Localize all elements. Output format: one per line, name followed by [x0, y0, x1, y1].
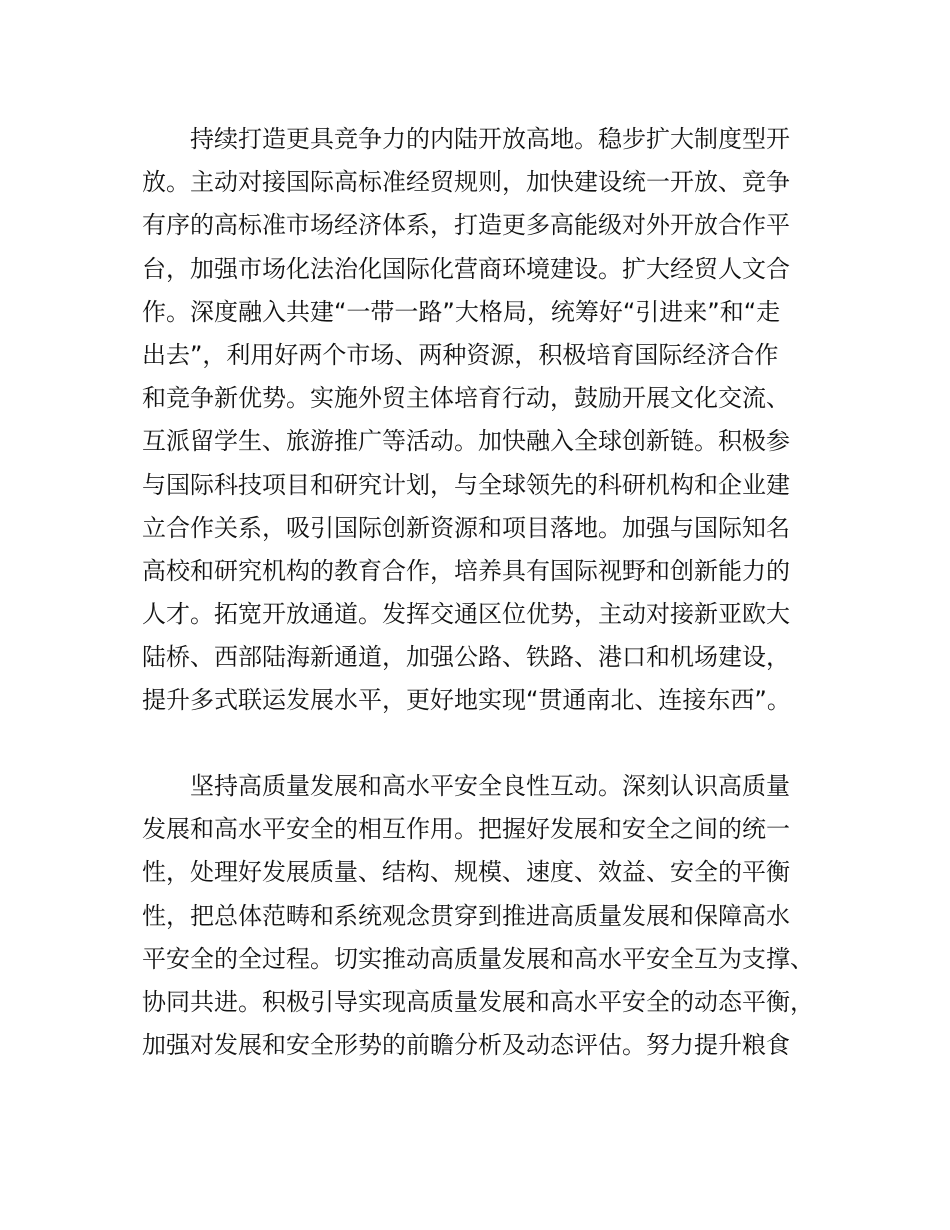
paragraph-line: 与国际科技项目和研究计划，与全球领先的科研机构和企业建 — [142, 470, 790, 499]
paragraph-line: 提升多式联运发展水平，更好地实现“贯通南北、连接东西”。 — [142, 686, 791, 715]
paragraph-line: 持续打造更具竞争力的内陆开放高地。稳步扩大制度型开 — [190, 125, 790, 153]
paragraph-line: 互派留学生、旅游推广等活动。加快融入全球创新链。积极参 — [142, 427, 790, 456]
paragraph-line: 立合作关系，吸引国际创新资源和项目落地。加强与国际知名 — [142, 513, 790, 542]
paragraph-line: 协同共进。积极引导实现高质量发展和高水平安全的动态平衡， — [142, 987, 814, 1016]
paragraph-line: 有序的高标准市场经济体系，打造更多高能级对外开放合作平 — [142, 211, 790, 240]
paragraph-line: 作。深度融入共建“一带一路”大格局，统筹好“引进来”和“走 — [142, 297, 781, 326]
paragraph-line: 性，把总体范畴和系统观念贯穿到推进高质量发展和保障高水 — [142, 901, 790, 930]
paragraph-line: 高校和研究机构的教育合作，培养具有国际视野和创新能力的 — [142, 556, 790, 585]
paragraph-line: 和竞争新优势。实施外贸主体培育行动，鼓励开展文化交流、 — [142, 384, 790, 413]
paragraph-development-security — [142, 765, 814, 1067]
paragraph-line: 放。主动对接国际高标准经贸规则，加快建设统一开放、竞争 — [142, 168, 790, 197]
paragraph-line: 平安全的全过程。切实推动高质量发展和高水平安全互为支撑、 — [142, 944, 814, 973]
paragraph-inland-opening — [142, 118, 791, 723]
paragraph-line: 出去”，利用好两个市场、两种资源，积极培育国际经济合作 — [142, 340, 779, 369]
paragraph-line: 人才。拓宽开放通道。发挥交通区位优势，主动对接新亚欧大 — [142, 600, 790, 629]
paragraph-line: 台，加强市场化法治化国际化营商环境建设。扩大经贸人文合 — [142, 254, 790, 283]
paragraph-line: 陆桥、西部陆海新通道，加强公路、铁路、港口和机场建设， — [142, 643, 790, 672]
paragraph-line: 发展和高水平安全的相互作用。把握好发展和安全之间的统一 — [142, 815, 790, 844]
paragraph-line: 坚持高质量发展和高水平安全良性互动。深刻认识高质量 — [190, 772, 790, 800]
paragraph-line: 加强对发展和安全形势的前瞻分析及动态评估。努力提升粮食 — [142, 1031, 790, 1060]
paragraph-line: 性，处理好发展质量、结构、规模、速度、效益、安全的平衡 — [142, 858, 790, 887]
